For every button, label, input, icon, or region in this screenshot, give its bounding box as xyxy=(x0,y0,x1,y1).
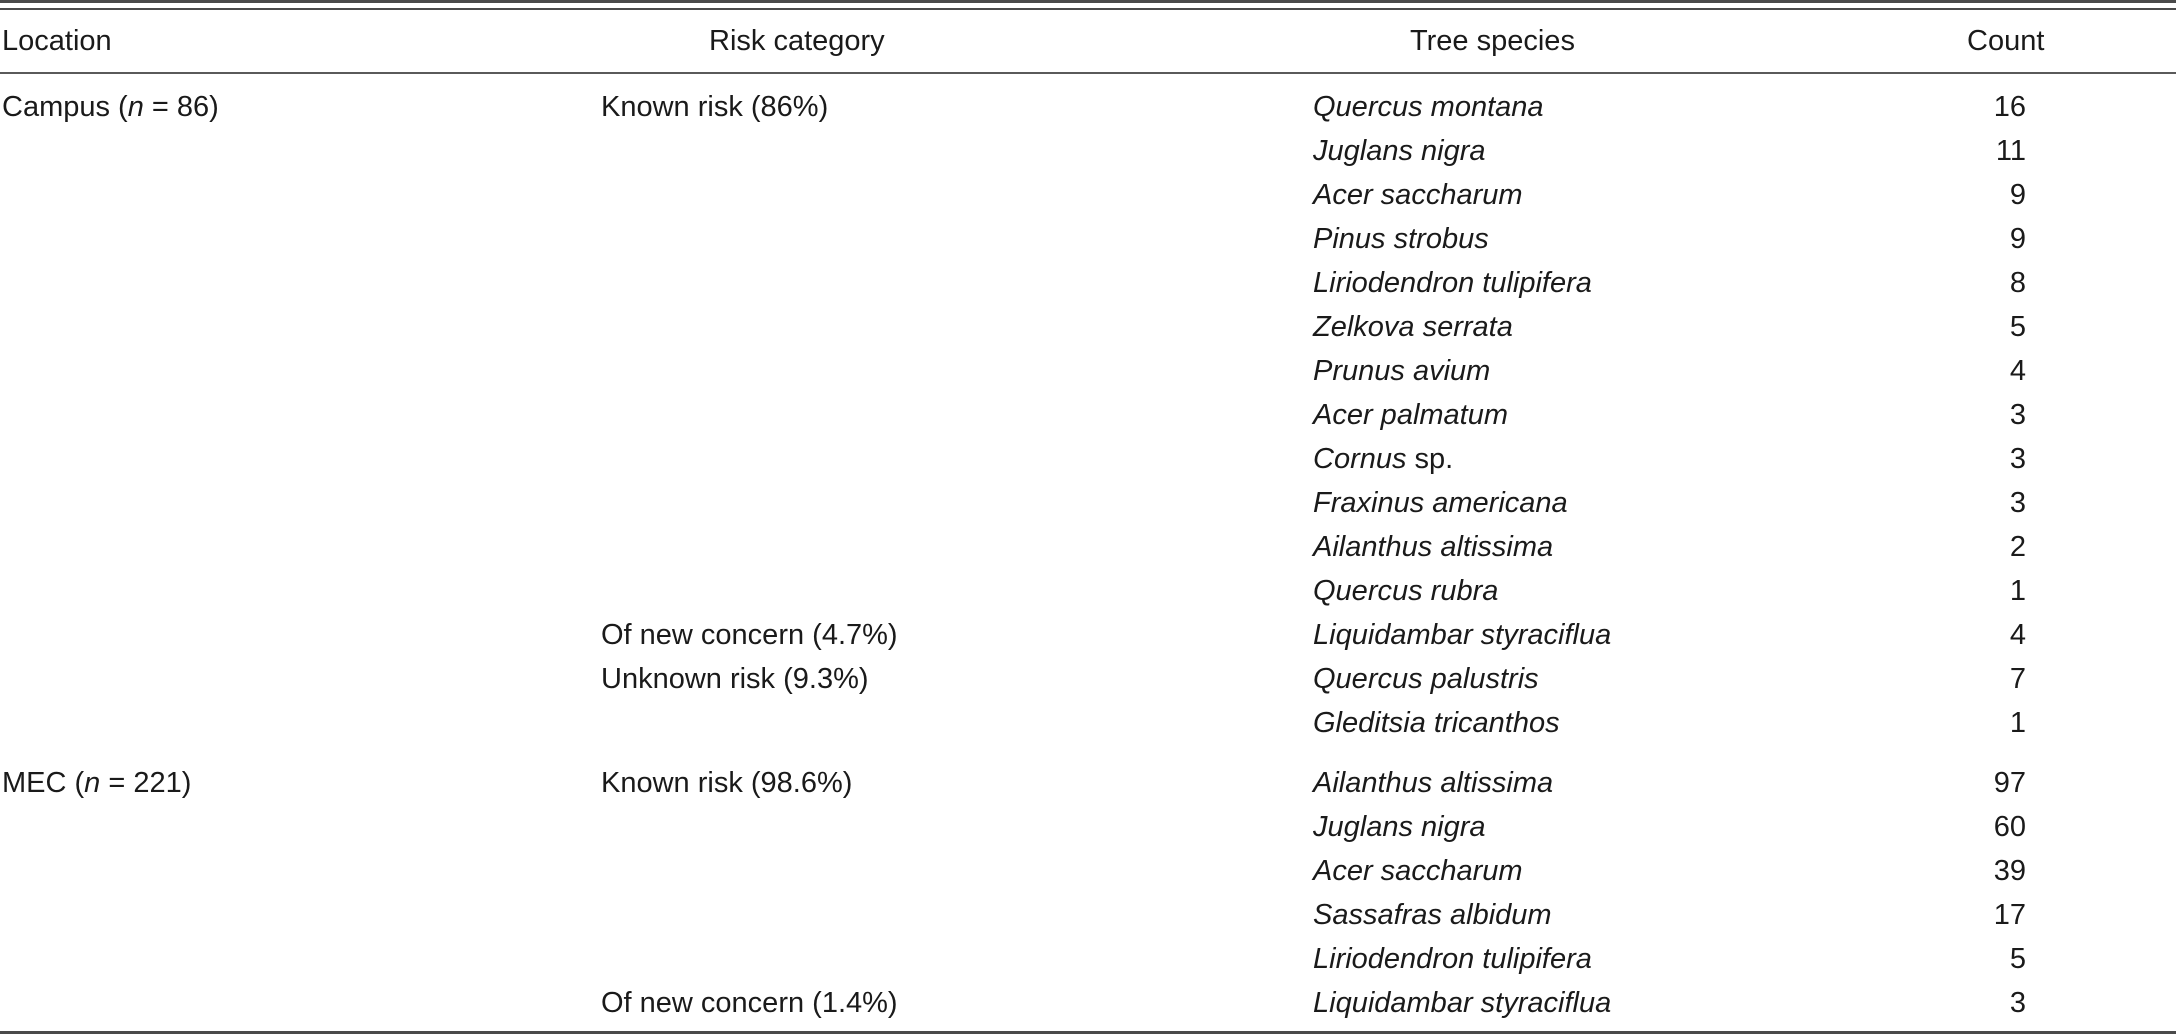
species-name: Acer saccharum xyxy=(1313,855,1523,887)
species-name: Ailanthus altissima xyxy=(1313,531,1554,563)
count-cell: 8 xyxy=(2009,267,2026,299)
tree-species-cell xyxy=(1313,942,1592,976)
location-cell xyxy=(2,90,219,124)
header-location: Location xyxy=(2,25,112,57)
count-cell: 97 xyxy=(1993,767,2026,799)
species-name: Juglans nigra xyxy=(1313,811,1486,843)
count-cell: 39 xyxy=(1993,855,2026,887)
count-cell: 3 xyxy=(2009,443,2026,475)
count-cell: 9 xyxy=(2009,179,2026,211)
tree-species-cell xyxy=(1313,310,1513,344)
location-cell xyxy=(2,766,191,800)
species-name: Fraxinus americana xyxy=(1313,487,1568,519)
count-cell: 1 xyxy=(2009,575,2026,607)
tree-species-cell xyxy=(1313,898,1552,932)
sample-size-symbol: n xyxy=(127,91,144,123)
count-cell: 5 xyxy=(2009,943,2026,975)
tree-species-cell xyxy=(1313,398,1508,432)
header-count: Count xyxy=(1967,25,2045,57)
species-name: Acer palmatum xyxy=(1313,399,1509,431)
count-cell: 4 xyxy=(2009,619,2026,651)
count-cell: 2 xyxy=(2009,531,2026,563)
species-suffix: sp. xyxy=(1406,443,1454,475)
table-bottom-rule xyxy=(0,1031,2176,1034)
count-cell: 3 xyxy=(2009,987,2026,1019)
risk-category-cell: Of new concern (1.4%) xyxy=(601,987,898,1019)
species-name: Prunus avium xyxy=(1313,355,1491,387)
species-name: Liriodendron tulipifera xyxy=(1313,943,1592,975)
tree-species-cell xyxy=(1313,134,1486,168)
count-cell: 9 xyxy=(2009,223,2026,255)
species-name: Liriodendron tulipifera xyxy=(1313,267,1592,299)
species-name: Sassafras albidum xyxy=(1313,899,1552,931)
tree-species-cell xyxy=(1313,618,1611,652)
tree-species-cell xyxy=(1313,530,1553,564)
species-name: Juglans nigra xyxy=(1313,135,1486,167)
tree-species-cell xyxy=(1313,90,1544,124)
species-name: Liquidambar styraciflua xyxy=(1313,987,1612,1019)
risk-category-cell: Known risk (98.6%) xyxy=(601,767,853,799)
tree-species-cell xyxy=(1313,354,1490,388)
count-cell: 5 xyxy=(2009,311,2026,343)
risk-category-cell: Known risk (86%) xyxy=(601,91,829,123)
sample-size-value: = 221) xyxy=(100,767,192,799)
species-name: Gleditsia tricanthos xyxy=(1313,707,1560,739)
tree-species-cell xyxy=(1313,486,1568,520)
table-top-rule xyxy=(0,0,2176,3)
tree-species-cell xyxy=(1313,706,1560,740)
header-tree-species: Tree species xyxy=(1410,25,1575,57)
species-name: Liquidambar styraciflua xyxy=(1313,619,1612,651)
tree-species-cell xyxy=(1313,986,1611,1020)
count-cell: 3 xyxy=(2009,487,2026,519)
tree-species-cell xyxy=(1313,222,1489,256)
risk-category-cell: Unknown risk (9.3%) xyxy=(601,663,869,695)
species-name: Quercus rubra xyxy=(1313,575,1499,607)
species-name: Ailanthus altissima xyxy=(1313,767,1554,799)
tree-species-cell xyxy=(1313,662,1539,696)
species-name: Pinus strobus xyxy=(1313,223,1489,255)
count-cell: 7 xyxy=(2009,663,2026,695)
sample-size-symbol: n xyxy=(84,767,101,799)
species-name: Cornus xyxy=(1313,443,1407,475)
count-cell: 3 xyxy=(2009,399,2026,431)
tree-species-cell xyxy=(1313,266,1592,300)
species-name: Quercus palustris xyxy=(1313,663,1539,695)
species-name: Zelkova serrata xyxy=(1313,311,1513,343)
tree-species-cell xyxy=(1313,442,1453,476)
tree-species-cell xyxy=(1313,766,1553,800)
tree-species-cell xyxy=(1313,178,1523,212)
count-cell: 1 xyxy=(2009,707,2026,739)
tree-species-cell xyxy=(1313,574,1498,608)
header-rule xyxy=(0,72,2176,74)
table-top-rule-inner xyxy=(0,8,2176,10)
count-cell: 16 xyxy=(1993,91,2026,123)
location-label: Campus ( xyxy=(2,91,128,123)
count-cell: 11 xyxy=(1995,135,2026,167)
count-cell: 17 xyxy=(1993,899,2026,931)
location-label: MEC ( xyxy=(2,767,85,799)
tree-species-cell xyxy=(1313,810,1486,844)
species-name: Acer saccharum xyxy=(1313,179,1523,211)
count-cell: 60 xyxy=(1993,811,2026,843)
count-cell: 4 xyxy=(2009,355,2026,387)
sample-size-value: = 86) xyxy=(143,91,219,123)
tree-species-cell xyxy=(1313,854,1523,888)
risk-category-cell: Of new concern (4.7%) xyxy=(601,619,898,651)
header-risk-category: Risk category xyxy=(709,25,885,57)
species-name: Quercus montana xyxy=(1313,91,1544,123)
